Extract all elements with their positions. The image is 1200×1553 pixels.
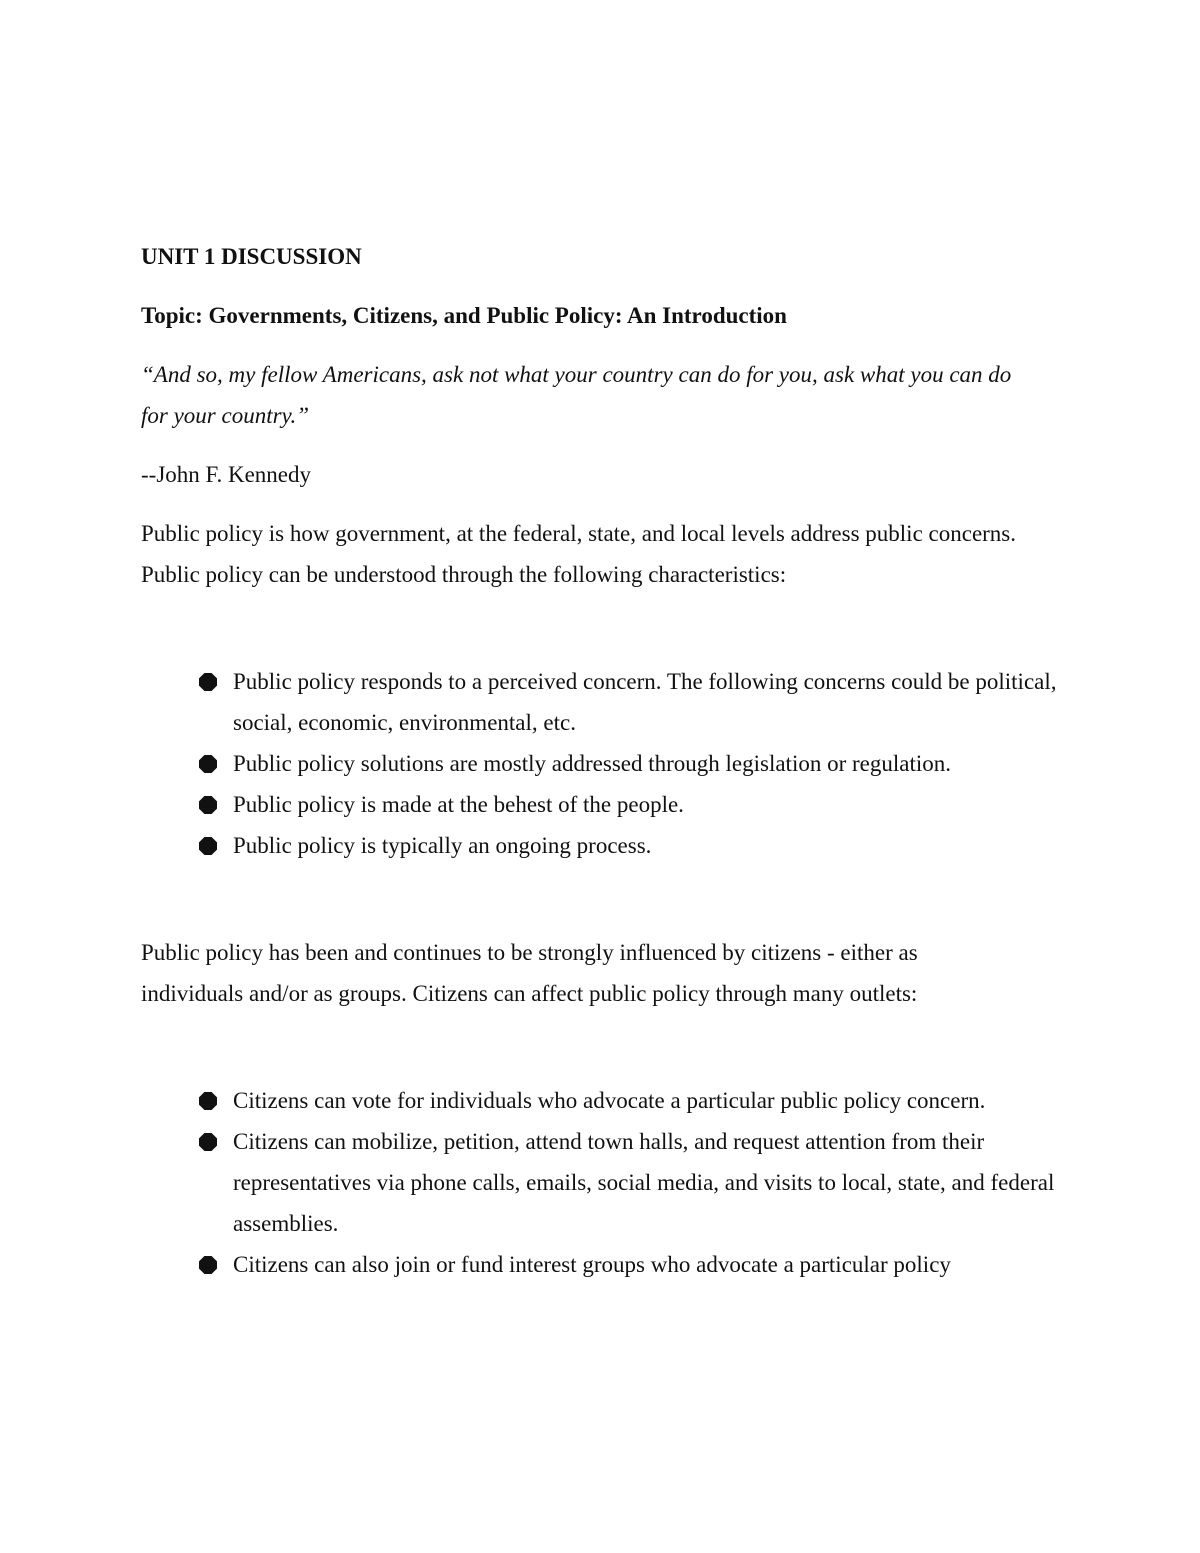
list-item bbox=[141, 784, 1063, 825]
bullet-icon bbox=[199, 796, 217, 814]
kennedy-quote: “And so, my fellow Americans, ask not what your country can do for you, ask what you can do for your country.” bbox=[141, 362, 1012, 428]
list-item bbox=[141, 661, 1063, 743]
list-item-text: Citizens can mobilize, petition, attend town halls, and request attention from their representatives via phone calls, emails, social media, and visits to local, state, and federal assemblies. bbox=[233, 1129, 1055, 1236]
list-item bbox=[141, 1121, 1063, 1244]
list-item-text: Public policy solutions are mostly addressed through legislation or regulation. bbox=[233, 751, 951, 776]
bullet-icon bbox=[199, 673, 217, 691]
list-item-text: Public policy is made at the behest of the people. bbox=[233, 792, 684, 817]
bullet-icon bbox=[199, 1133, 217, 1151]
quote-attribution: --John F. Kennedy bbox=[141, 462, 311, 487]
citizens-paragraph: Public policy has been and continues to be strongly influenced by citizens - either as individuals and/or as groups. Citizens can affect public policy through many outlets: bbox=[141, 940, 918, 1006]
list-item-text: Citizens can vote for individuals who advocate a particular public policy concern. bbox=[233, 1088, 986, 1113]
document-page bbox=[141, 236, 1071, 1285]
list-item-text: Public policy is typically an ongoing process. bbox=[233, 833, 652, 858]
list-item bbox=[141, 825, 1063, 866]
bullet-icon bbox=[199, 755, 217, 773]
document-title: UNIT 1 DISCUSSION bbox=[141, 244, 362, 269]
bullet-icon bbox=[199, 837, 217, 855]
list-item-text: Citizens can also join or fund interest groups who advocate a particular policy bbox=[233, 1252, 951, 1277]
list-item-text: Public policy responds to a perceived concern. The following concerns could be political, social, economic, environmental, etc. bbox=[233, 669, 1057, 735]
list-item bbox=[141, 1080, 1063, 1121]
intro-paragraph: Public policy is how government, at the federal, state, and local levels address public concerns. Public policy can be understood through the following characteristics: bbox=[141, 521, 1017, 587]
citizen-outlets-list bbox=[141, 1080, 1071, 1285]
topic-heading: Topic: Governments, Citizens, and Public Policy: An Introduction bbox=[141, 303, 787, 328]
characteristics-list bbox=[141, 661, 1071, 866]
list-item bbox=[141, 1244, 1063, 1285]
list-item bbox=[141, 743, 1063, 784]
bullet-icon bbox=[199, 1092, 217, 1110]
bullet-icon bbox=[199, 1256, 217, 1274]
